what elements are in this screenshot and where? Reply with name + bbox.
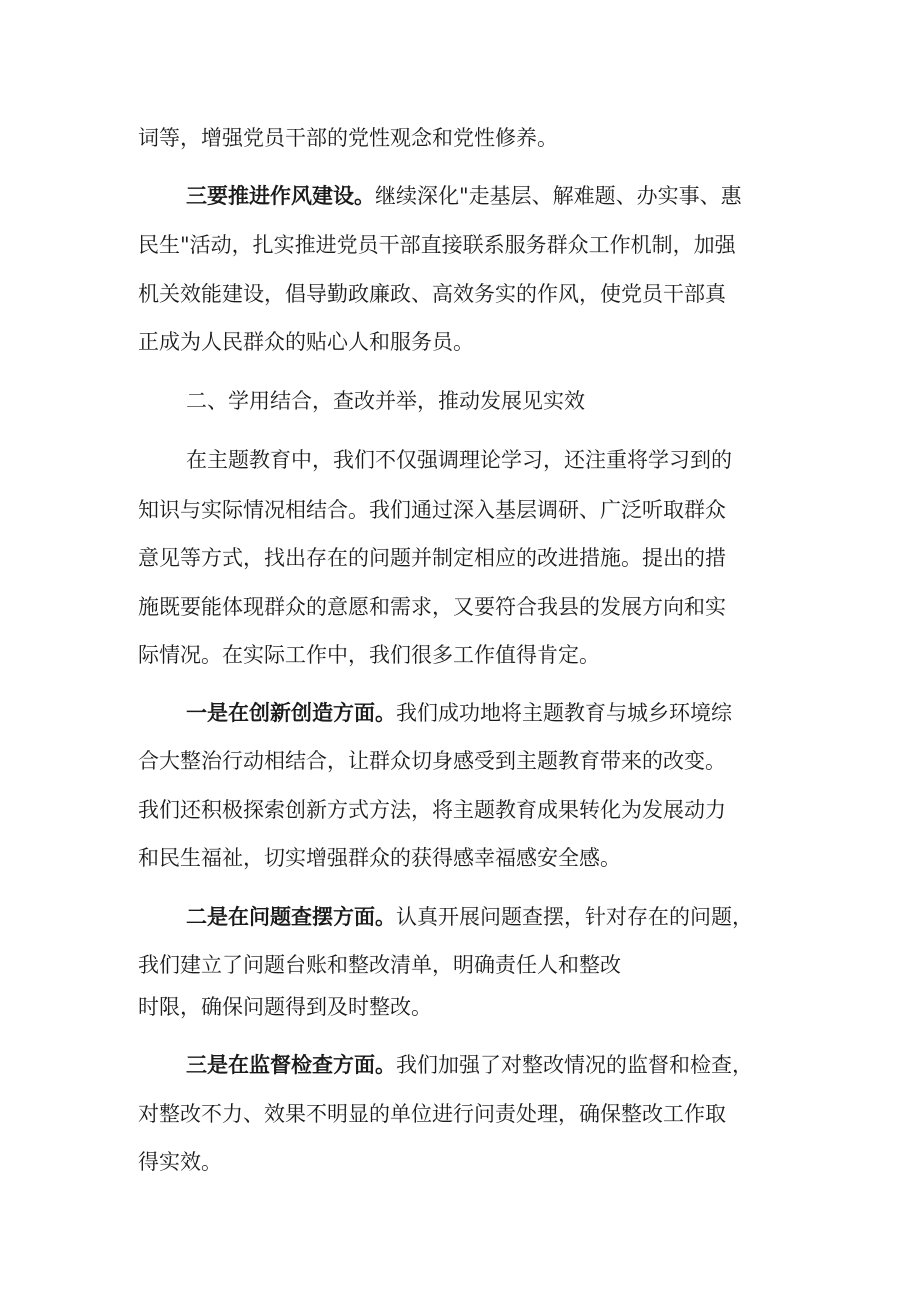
paragraph-line: 对整改不力、效果不明显的单位进行问责处理，确保整改工作取 [138,1102,726,1126]
paragraph-line: 正成为人民群众的贴心人和服务员。 [138,330,474,354]
paragraph-text: 我们加强了对整改情况的监督和检查， [396,1053,753,1077]
paragraph-line: 得实效。 [138,1150,222,1174]
paragraph-line: 际情况。在实际工作中，我们很多工作值得肯定。 [138,643,600,667]
paragraph-line [186,181,742,211]
paragraph-line: 在主题教育中，我们不仅强调理论学习，还注重将学习到的 [186,448,732,472]
section-heading: 二、学用结合，查改并举，推动发展见实效 [186,389,585,413]
paragraph-line: 词等，增强党员干部的党性观念和党性修养。 [138,126,558,150]
paragraph-line: 合大整治行动相结合，让群众切身感受到主题教育带来的改变。 [138,749,726,773]
paragraph-text: 我们成功地将主题教育与城乡环境综 [396,701,732,725]
paragraph-line: 我们还积极探索创新方式方法，将主题教育成果转化为发展动力 [138,798,726,822]
paragraph-line: 机关效能建设，倡导勤政廉政、高效务实的作风，使党员干部真 [138,282,726,306]
paragraph-lead: 三要推进作风建设。 [186,183,375,208]
paragraph-line [186,698,732,728]
paragraph-line: 和民生福祉，切实增强群众的获得感幸福感安全感。 [138,846,621,870]
paragraph-line [186,1050,753,1080]
paragraph-line [186,902,753,932]
paragraph-line: 知识与实际情况相结合。我们通过深入基层调研、广泛听取群众 [138,498,726,522]
paragraph-line: 施既要能体现群众的意愿和需求，又要符合我县的发展方向和实 [138,595,726,619]
paragraph-text: 继续深化"走基层、解难题、办实事、惠 [375,184,742,208]
paragraph-line: 意见等方式，找出存在的问题并制定相应的改进措施。提出的措 [138,546,726,570]
paragraph-lead: 一是在创新创造方面。 [186,700,396,725]
paragraph-text: 认真开展问题查摆，针对存在的问题， [396,905,753,929]
paragraph-lead: 三是在监督检查方面。 [186,1052,396,1077]
paragraph-line: 民生"活动，扎实推进党员干部直接联系服务群众工作机制，加强 [138,233,736,257]
paragraph-line: 我们建立了问题台账和整改清单，明确责任人和整改 [138,953,621,977]
paragraph-line: 时限，确保问题得到及时整改。 [138,995,432,1019]
paragraph-lead: 二是在问题查摆方面。 [186,904,396,929]
